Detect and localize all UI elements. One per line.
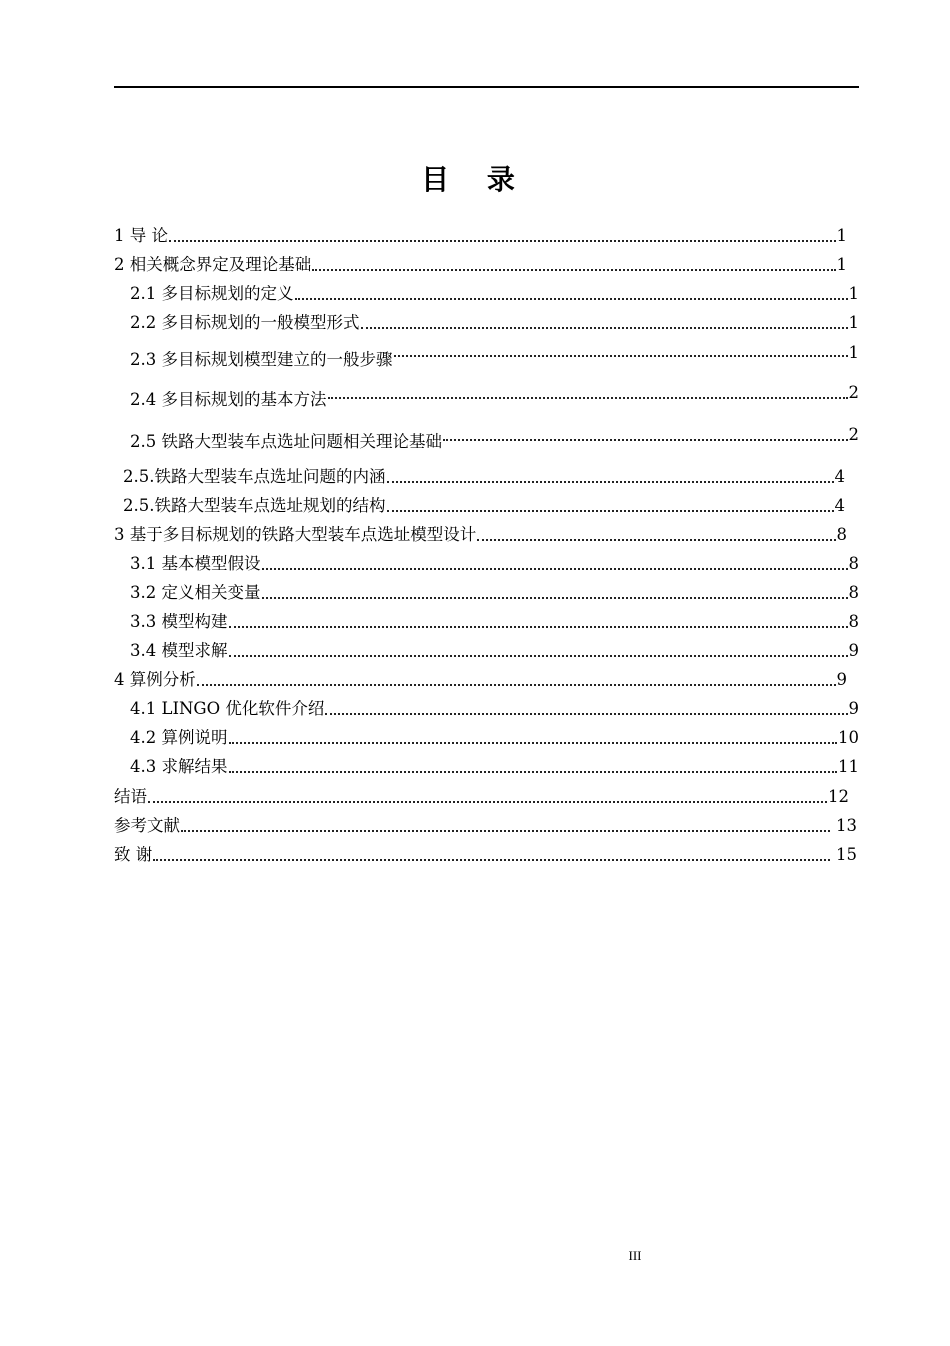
toc-entry[interactable] <box>130 424 859 453</box>
toc-entry-page: 1 <box>836 226 847 245</box>
toc-entry-label: 4.2 算例说明 <box>130 728 228 747</box>
toc-entry[interactable] <box>130 342 859 371</box>
toc-entry-label: 3.3 模型构建 <box>130 612 228 631</box>
toc-entry-page: 1 <box>848 343 859 362</box>
toc-entry-page: 13 <box>836 816 857 835</box>
toc-entry[interactable] <box>130 575 859 604</box>
toc-entry-page: 8 <box>848 583 859 602</box>
toc-entry-page: 2 <box>848 383 859 402</box>
toc-entry-label: 2 相关概念界定及理论基础 <box>114 255 312 274</box>
toc-entry[interactable] <box>114 247 847 276</box>
toc-entry[interactable] <box>114 779 849 808</box>
toc-entry[interactable] <box>130 382 859 411</box>
toc-entry-label: 2.3 多目标规划模型建立的一般步骤 <box>130 350 393 369</box>
toc-entry-label: 2.1 多目标规划的定义 <box>130 284 294 303</box>
toc-entry[interactable] <box>114 517 847 546</box>
toc-entry-label: 2.5 铁路大型装车点选址问题相关理论基础 <box>130 432 442 451</box>
toc-leader-dots <box>229 655 848 657</box>
toc-entry[interactable] <box>130 720 859 749</box>
toc-leader-dots <box>387 481 834 483</box>
toc-leader-dots <box>229 771 838 773</box>
toc-entry-page: 1 <box>848 284 859 303</box>
toc-entry-label: 2.5.铁路大型装车点选址规划的结构 <box>123 496 386 515</box>
toc-entry-page: 15 <box>836 845 857 864</box>
toc-entry-page: 1 <box>836 255 847 274</box>
toc-entry[interactable] <box>114 662 847 691</box>
toc-leader-dots <box>394 355 848 357</box>
toc-entry[interactable] <box>123 488 845 517</box>
toc-leader-dots <box>262 597 848 599</box>
toc-entry-page: 10 <box>838 728 859 747</box>
toc-entry[interactable] <box>130 305 859 334</box>
toc-entry-label: 3.4 模型求解 <box>130 641 228 660</box>
toc-entry-label: 4 算例分析 <box>114 670 196 689</box>
toc-leader-dots <box>387 510 834 512</box>
toc-entry[interactable] <box>130 749 859 778</box>
toc-leader-dots <box>181 830 830 832</box>
toc-entry-page: 9 <box>836 670 847 689</box>
toc-leader-dots <box>361 327 848 329</box>
toc-leader-dots <box>148 801 827 803</box>
toc-entry[interactable] <box>130 691 859 720</box>
toc-leader-dots <box>229 742 838 744</box>
toc-entry-page: 1 <box>848 313 859 332</box>
toc-title: 目 录 <box>421 163 529 196</box>
toc-entry-page: 2 <box>848 425 859 444</box>
toc-entry-label: 3.2 定义相关变量 <box>130 583 261 602</box>
toc-entry-page: 9 <box>848 641 859 660</box>
toc-entry-page: 9 <box>848 699 859 718</box>
toc-entry-page: 8 <box>836 525 847 544</box>
toc-entry-page: 12 <box>828 787 849 806</box>
toc-entry-page: 4 <box>834 467 845 486</box>
toc-leader-dots <box>477 539 835 541</box>
toc-leader-dots <box>197 684 836 686</box>
toc-entry[interactable] <box>114 837 857 866</box>
toc-leader-dots <box>169 240 836 242</box>
toc-leader-dots <box>153 859 830 861</box>
toc-entry[interactable] <box>123 459 845 488</box>
toc-entry-page: 8 <box>848 612 859 631</box>
toc-leader-dots <box>229 626 848 628</box>
toc-leader-dots <box>443 439 848 441</box>
toc-entry[interactable] <box>130 276 859 305</box>
toc-entry-label: 1 导 论 <box>114 226 168 245</box>
toc-entry-label: 参考文献 <box>114 816 180 835</box>
toc-entry-label: 3.1 基本模型假设 <box>130 554 261 573</box>
toc-entry-label: 4.3 求解结果 <box>130 757 228 776</box>
toc-entry-page: 8 <box>848 554 859 573</box>
toc-entry[interactable] <box>130 633 859 662</box>
header-rule <box>114 86 859 88</box>
toc-entry-label: 2.2 多目标规划的一般模型形式 <box>130 313 360 332</box>
toc-leader-dots <box>328 397 848 399</box>
page-number: III <box>628 1248 642 1263</box>
toc-entry-label: 3 基于多目标规划的铁路大型装车点选址模型设计 <box>114 525 477 544</box>
toc-entry[interactable] <box>114 218 847 247</box>
toc-entry[interactable] <box>130 604 859 633</box>
toc-leader-dots <box>262 568 848 570</box>
toc-entry-label: 4.1 LINGO 优化软件介绍 <box>130 699 325 718</box>
toc-entry-label: 2.5.铁路大型装车点选址问题的内涵 <box>123 467 386 486</box>
toc-entry-label: 致 谢 <box>114 845 153 864</box>
toc-leader-dots <box>312 269 835 271</box>
toc-leader-dots <box>295 298 848 300</box>
toc-entry[interactable] <box>130 546 859 575</box>
toc-entry[interactable] <box>114 808 857 837</box>
toc-entry-page: 4 <box>834 496 845 515</box>
toc-entry-label: 2.4 多目标规划的基本方法 <box>130 390 327 409</box>
toc-entry-label: 结语 <box>114 787 147 806</box>
toc-leader-dots <box>325 713 847 715</box>
toc-entry-page: 11 <box>838 757 859 776</box>
